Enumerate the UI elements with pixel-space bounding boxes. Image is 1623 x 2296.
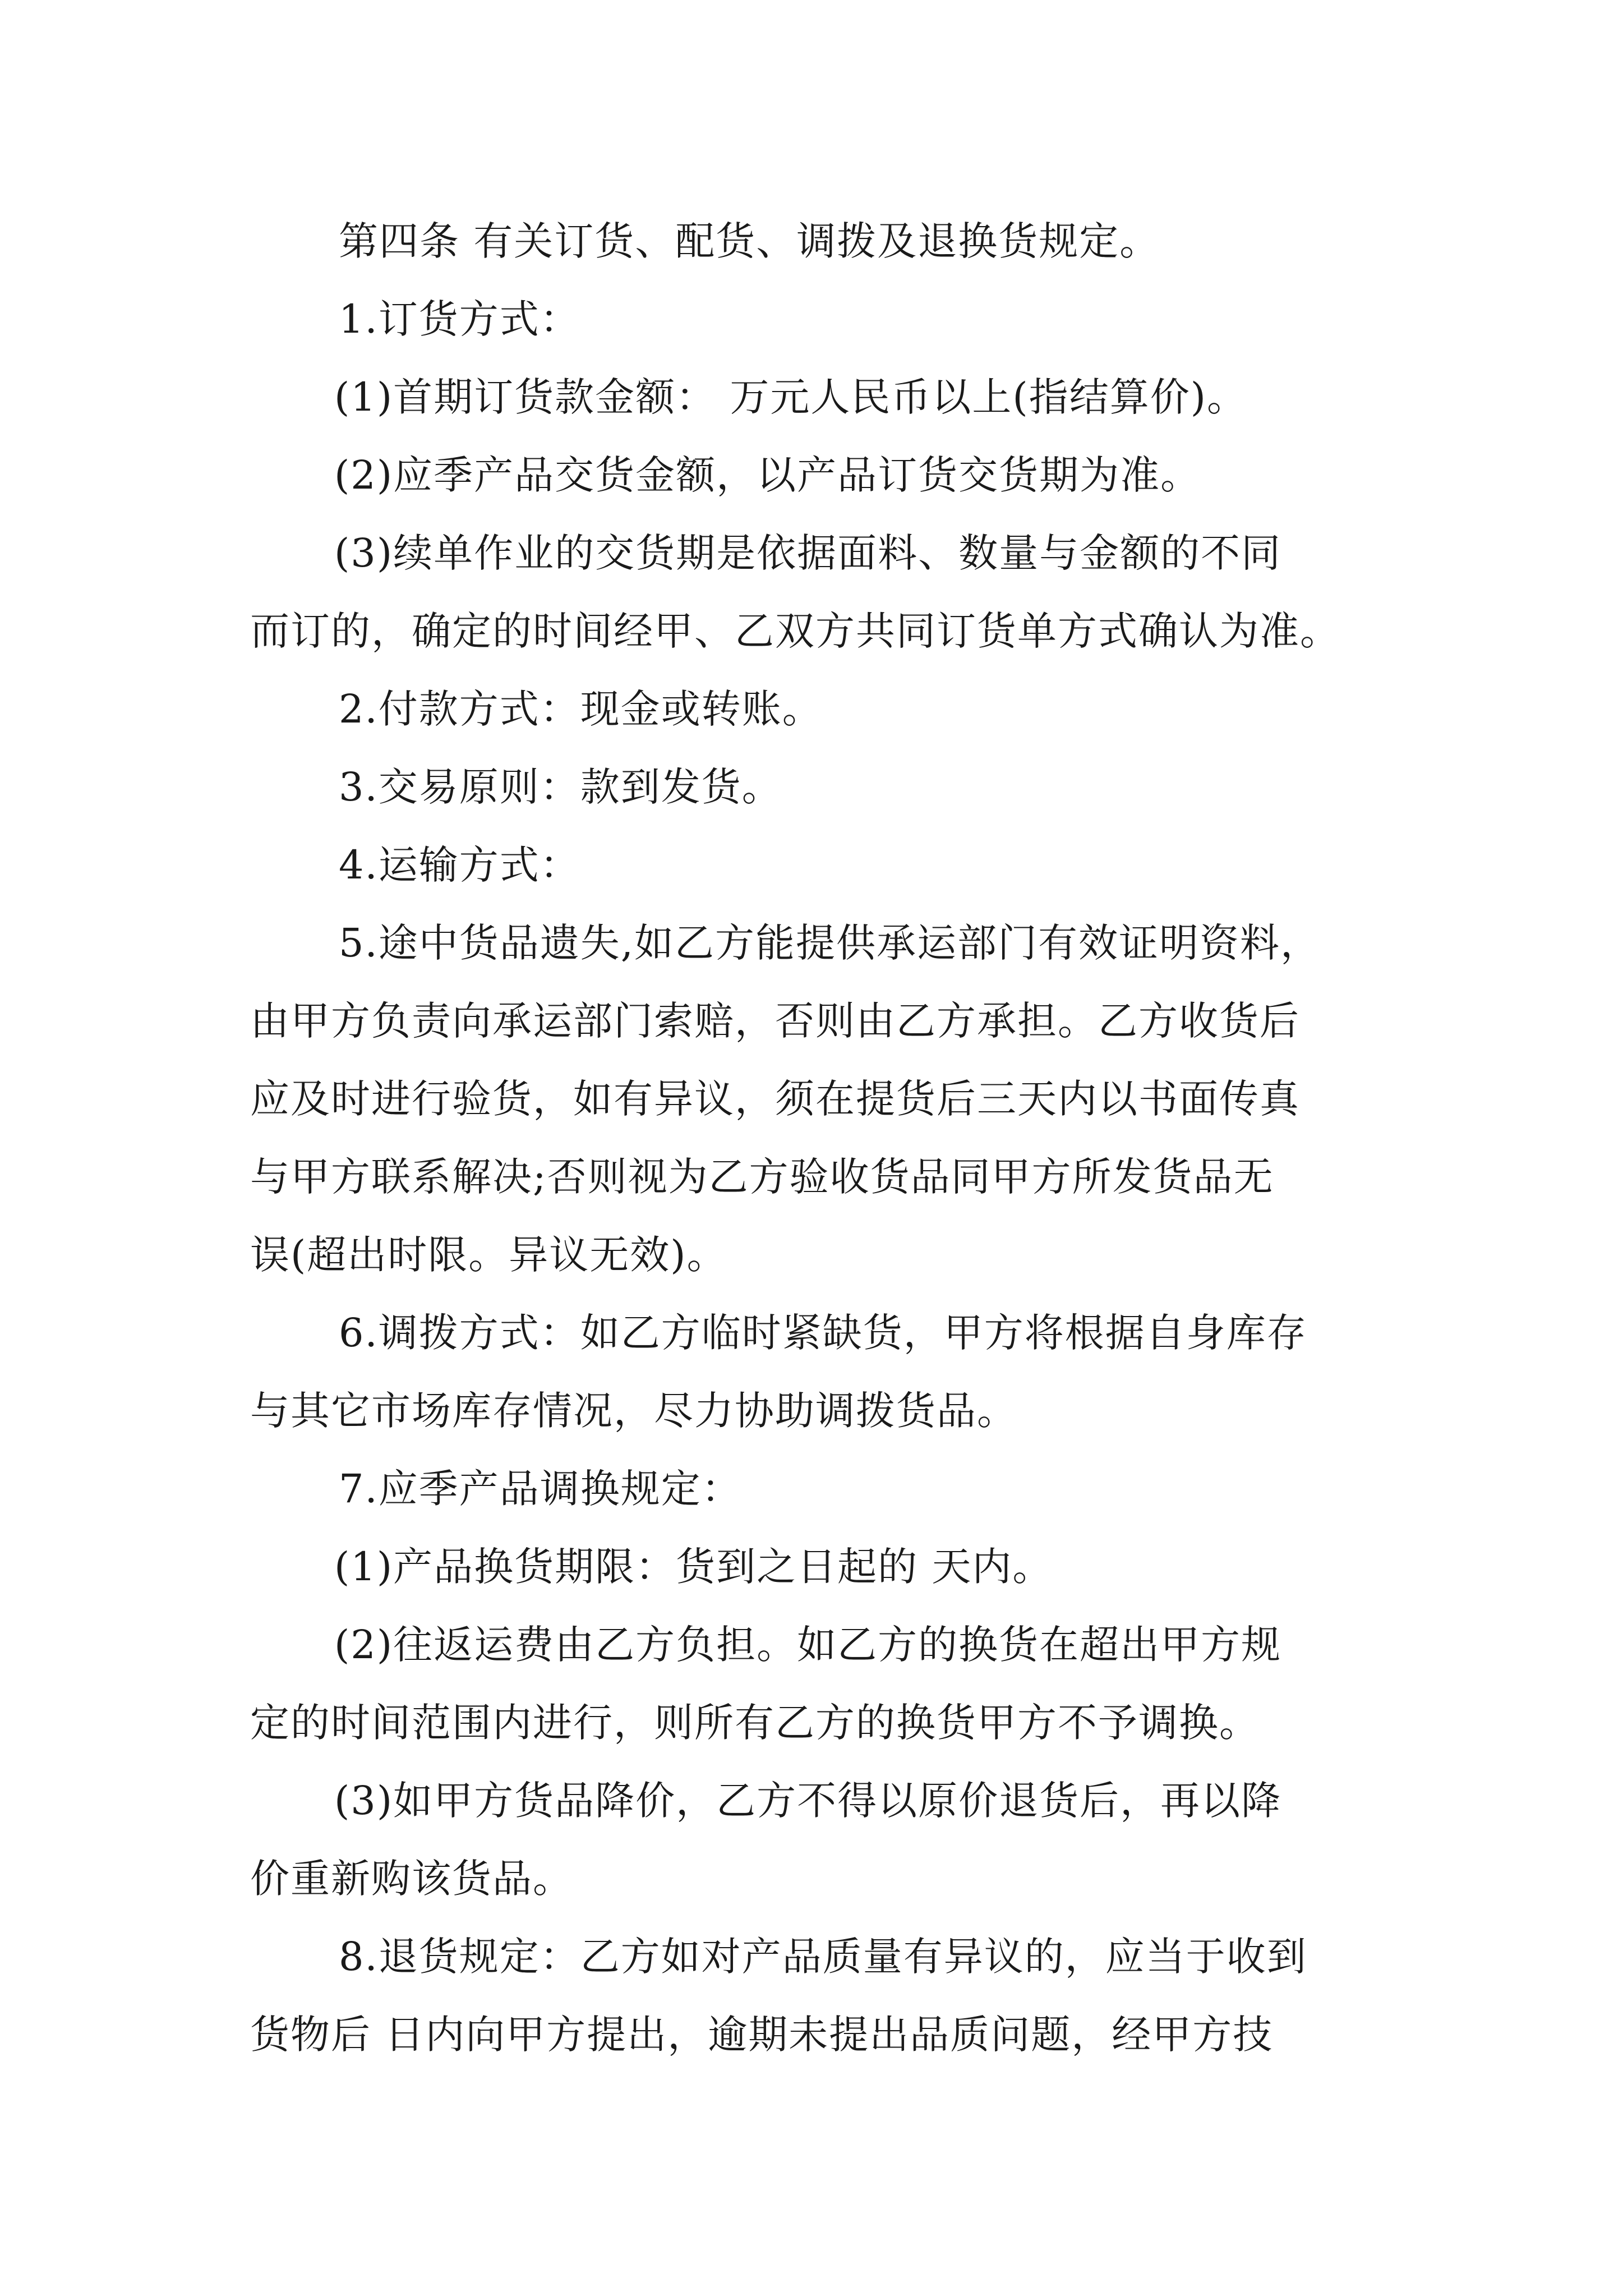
item-4: 4.运输方式： <box>339 842 580 888</box>
item-7-sub-1: (1)产品换货期限：货到之日起的 天内。 <box>334 1544 1053 1590</box>
item-6-line-2: 与其它市场库存情况，尽力协助调拨货品。 <box>250 1388 1017 1434</box>
item-5-line-2: 由甲方负责向承运部门索赔，否则由乙方承担。乙方收货后 <box>250 998 1300 1044</box>
item-8-line-2: 货物后 日内向甲方提出，逾期未提出品质问题，经甲方技 <box>250 2012 1274 2058</box>
item-7-sub-3-line-1: (3)如甲方货品降价，乙方不得以原价退货后，再以降 <box>334 1778 1282 1824</box>
item-7-title: 7.应季产品调换规定： <box>339 1466 742 1512</box>
item-8-line-1: 8.退货规定：乙方如对产品质量有异议的，应当于收到 <box>339 1934 1307 1980</box>
article-heading: 第四条 有关订货、配货、调拨及退换货规定。 <box>339 218 1160 264</box>
item-2: 2.付款方式：现金或转账。 <box>339 686 823 732</box>
item-5-line-5: 误(超出时限。异议无效)。 <box>250 1232 727 1278</box>
item-1-title: 1.订货方式： <box>339 296 580 342</box>
item-3: 3.交易原则：款到发货。 <box>339 764 782 810</box>
item-7-sub-2-line-1: (2)往返运费由乙方负担。如乙方的换货在超出甲方规 <box>334 1622 1282 1668</box>
item-6-line-1: 6.调拨方式：如乙方临时紧缺货，甲方将根据自身库存 <box>339 1310 1307 1356</box>
item-7-sub-3-line-2: 价重新购该货品。 <box>250 1856 573 1902</box>
item-5-line-1: 5.途中货品遗失,如乙方能提供承运部门有效证明资料， <box>339 920 1321 966</box>
item-7-sub-2-line-2: 定的时间范围内进行，则所有乙方的换货甲方不予调换。 <box>250 1700 1260 1746</box>
item-1-sub-3-line-2: 而订的，确定的时间经甲、乙双方共同订货单方式确认为准。 <box>250 608 1340 654</box>
item-5-line-4: 与甲方联系解决;否则视为乙方验收货品同甲方所发货品无 <box>250 1154 1274 1200</box>
item-1-sub-2: (2)应季产品交货金额，以产品订货交货期为准。 <box>334 452 1201 498</box>
item-5-line-3: 应及时进行验货，如有异议，须在提货后三天内以书面传真 <box>250 1076 1300 1122</box>
item-1-sub-3-line-1: (3)续单作业的交货期是依据面料、数量与金额的不同 <box>334 530 1282 576</box>
item-1-sub-1: (1)首期订货款金额： 万元人民币以上(指结算价)。 <box>334 374 1248 420</box>
